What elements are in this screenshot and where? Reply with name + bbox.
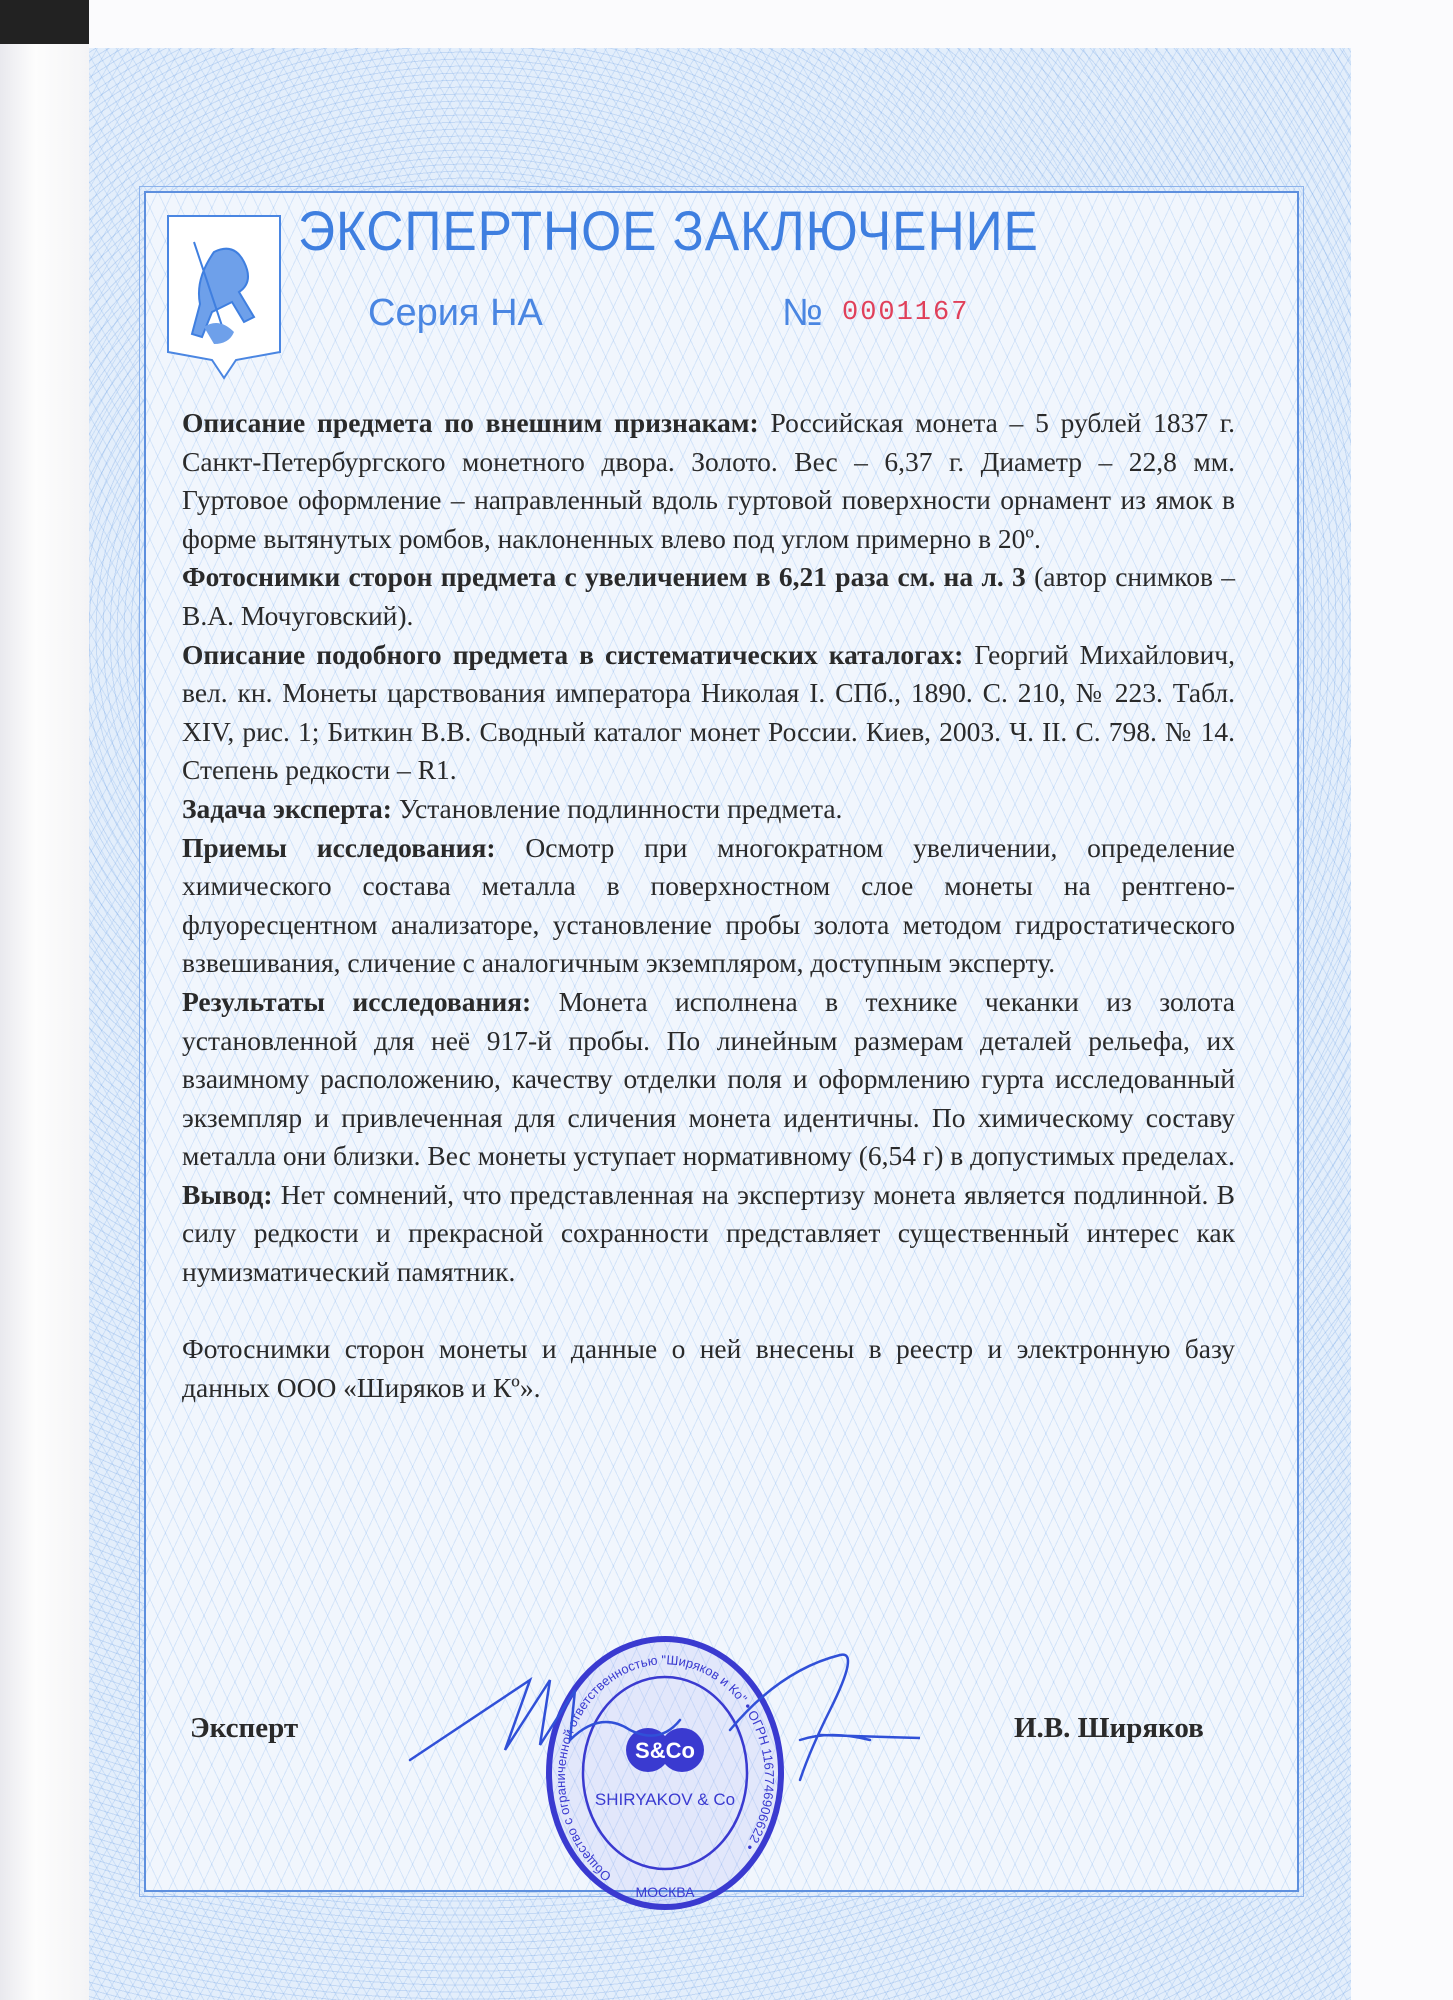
- document-number: 0001167: [842, 298, 970, 328]
- certificate-body: [182, 404, 1235, 1407]
- number-sign: №: [782, 292, 823, 334]
- section-text: Осмотр при многократном увеличении, определение химического состава металла в поверхностном слое монеты на рентгено-флуоресцентном анализаторе, установление пробы золота методом гидростатического взвешивания, сличение с аналогичным экземпляром, доступным эксперту.: [182, 831, 1235, 979]
- expert-name: И.В. Ширяков: [1014, 1712, 1204, 1744]
- section-label: Вывод:: [182, 1178, 273, 1210]
- page-margin: [0, 0, 89, 2000]
- section-task: [182, 790, 1235, 829]
- scan-edge: [0, 0, 89, 44]
- section-text: Установление подлинности предмета.: [391, 792, 843, 824]
- section-appearance: [182, 404, 1235, 558]
- stamp-ring-text: Общество с ограниченной ответственностью "Ширяков и Ко" • ОГРН 1167746906622 •: [552, 1652, 778, 1885]
- section-text: (автор снимков – В.А. Мочуговский).: [182, 561, 1236, 631]
- expert-signature: [400, 1650, 920, 1790]
- registry-note: Фотоснимки сторон монеты и данные о ней внесены в реестр и электронную базу данных ООО «Ширяков и Кº».: [182, 1333, 1235, 1403]
- section-conclusion: [182, 1176, 1235, 1292]
- section-results: [182, 983, 1235, 1176]
- section-label: Приемы исследования:: [182, 831, 496, 863]
- section-label: Описание подобного предмета в систематических каталогах:: [182, 638, 964, 670]
- section-text: Российская монета – 5 рублей 1837 г. Санкт-Петербургского монетного двора. Золото. Вес – 6,37 г. Диаметр – 22,8 мм. Гуртовое оформление – направленный вдоль гуртовой поверхности орнамент из ямок в форме вытянутых ромбов, наклоненных влево под углом примерно в 20º.: [182, 407, 1235, 554]
- section-methods: [182, 829, 1235, 983]
- section-text: Георгий Михайлович, вел. кн. Монеты царствования императора Николая I. СПб., 1890. С. 210, № 223. Табл. XIV, рис. 1; Биткин В.В. Сводный каталог монет России. Киев, 2003. Ч. II. С. 798. № 14. Степень редкости – R1.: [182, 638, 1235, 786]
- series-label: Серия НА: [368, 292, 543, 334]
- section-label: Описание предмета по внешним признакам:: [182, 407, 759, 438]
- moscow-coat-of-arms-icon: [164, 212, 284, 382]
- stamp-city: МОСКВА: [635, 1884, 695, 1900]
- section-photos: [182, 558, 1235, 635]
- section-label: Задача эксперта:: [182, 792, 392, 824]
- stamp-brand: SHIRYAKOV & Co: [594, 1790, 736, 1809]
- section-label: Фотоснимки сторон предмета с увеличением в 6,21 раза см. на л. 3: [182, 561, 1026, 593]
- section-text: Нет сомнений, что представленная на экспертизу монета является подлинной. В силу редкости и прекрасной сохранности представляет существенный интерес как нумизматический памятник.: [182, 1178, 1235, 1288]
- stamp-logo: S&Co: [635, 1738, 695, 1763]
- document-title: ЭКСПЕРТНОЕ ЗАКЛЮЧЕНИЕ: [298, 199, 1039, 262]
- section-text: Монета исполнена в технике чеканки из золота установленной для неё 917-й пробы. По линейным размерам деталей рельефа, их взаимному расположению, качеству отделки поля и оформлению гурта исследованный экземпляр и привлеченная для сличения монета идентичны. По химическому составу металла они близки. Вес монеты уступает нормативному (6,54 г) в допустимых пределах.: [182, 985, 1235, 1172]
- section-label: Результаты исследования:: [182, 985, 532, 1017]
- expert-label: Эксперт: [190, 1712, 299, 1744]
- section-catalogs: [182, 636, 1235, 790]
